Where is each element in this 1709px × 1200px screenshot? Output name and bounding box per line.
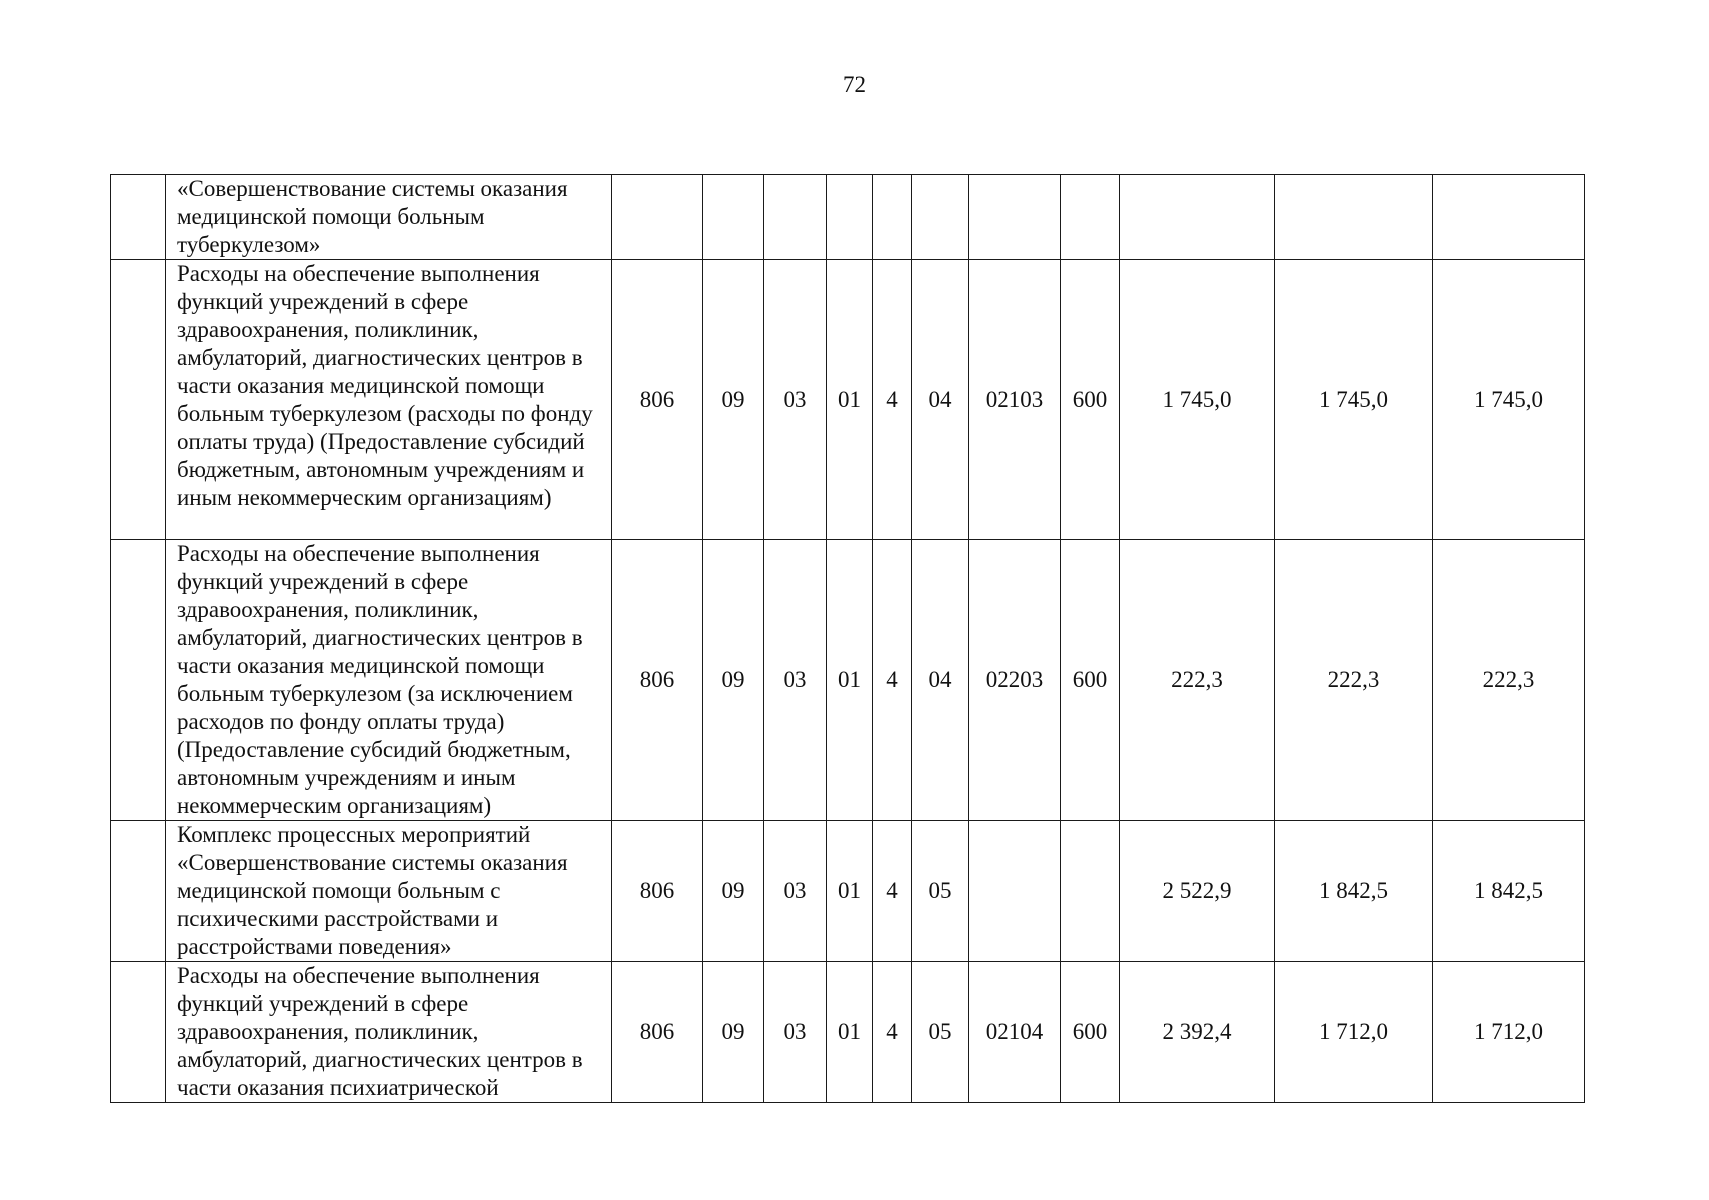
ministry-code-cell [612,175,703,260]
amount-year-2-cell: 222,3 [1275,540,1433,821]
table-row [111,175,1585,260]
expense-type-code-cell [1061,175,1120,260]
expense-type-code-cell [1061,821,1120,962]
subsection-code-cell: 03 [764,540,827,821]
program-type-code-cell: 4 [873,821,912,962]
section-code-cell: 09 [703,821,764,962]
amount-year-3-cell: 1 712,0 [1433,962,1585,1103]
program-code-cell: 01 [827,260,873,540]
program-type-code-cell: 4 [873,260,912,540]
expense-type-code-cell: 600 [1061,540,1120,821]
row-description: «Совершенствование системы оказания медицинской помощи больным туберкулезом» [166,175,612,260]
amount-year-1-cell: 2 522,9 [1120,821,1275,962]
direction-code-cell [969,175,1061,260]
subsection-code-cell: 03 [764,260,827,540]
page-number: 72 [843,72,866,97]
subprogram-code-cell: 04 [912,260,969,540]
row-number-cell [111,821,166,962]
subprogram-code-cell: 05 [912,962,969,1103]
section-code-cell [703,175,764,260]
amount-year-1-cell: 2 392,4 [1120,962,1275,1103]
amount-year-1-cell: 1 745,0 [1120,260,1275,540]
row-number-cell [111,962,166,1103]
ministry-code-cell: 806 [612,821,703,962]
row-description: Расходы на обеспечение выполнения функций учреждений в сфере здравоохранения, поликлиник, амбулаторий, диагностических центров в части оказания медицинской помощи больным туберкулезом (расходы по фонду оплаты труда) (Предоставление субсидий бюджетным, автономным учреждениям и иным некоммерческим организациям) [166,260,612,540]
subsection-code-cell: 03 [764,962,827,1103]
table-row [111,962,1585,1103]
direction-code-cell: 02203 [969,540,1061,821]
program-code-cell: 01 [827,962,873,1103]
table-row [111,821,1585,962]
amount-year-2-cell [1275,175,1433,260]
direction-code-cell: 02103 [969,260,1061,540]
amount-year-1-cell: 222,3 [1120,540,1275,821]
section-code-cell: 09 [703,540,764,821]
row-description: Расходы на обеспечение выполнения функций учреждений в сфере здравоохранения, поликлиник, амбулаторий, диагностических центров в части оказания медицинской помощи больным туберкулезом (за исключением расходов по фонду оплаты труда) (Предоставление субсидий бюджетным, автономным учреждениям и иным некоммерческим организациям) [166,540,612,821]
ministry-code-cell: 806 [612,260,703,540]
expense-type-code-cell: 600 [1061,962,1120,1103]
table-row [111,540,1585,821]
amount-year-3-cell: 1 745,0 [1433,260,1585,540]
amount-year-3-cell: 222,3 [1433,540,1585,821]
ministry-code-cell: 806 [612,962,703,1103]
subsection-code-cell [764,175,827,260]
program-type-code-cell [873,175,912,260]
row-description: Расходы на обеспечение выполнения функций учреждений в сфере здравоохранения, поликлиник, амбулаторий, диагностических центров в части оказания психиатрической [166,962,612,1103]
table-row [111,260,1585,540]
amount-year-3-cell: 1 842,5 [1433,821,1585,962]
section-code-cell: 09 [703,260,764,540]
amount-year-1-cell [1120,175,1275,260]
direction-code-cell [969,821,1061,962]
row-number-cell [111,260,166,540]
program-code-cell: 01 [827,821,873,962]
program-type-code-cell: 4 [873,962,912,1103]
section-code-cell: 09 [703,962,764,1103]
amount-year-3-cell [1433,175,1585,260]
subprogram-code-cell: 05 [912,821,969,962]
amount-year-2-cell: 1 712,0 [1275,962,1433,1103]
row-number-cell [111,175,166,260]
ministry-code-cell: 806 [612,540,703,821]
amount-year-2-cell: 1 745,0 [1275,260,1433,540]
program-code-cell [827,175,873,260]
program-code-cell: 01 [827,540,873,821]
row-number-cell [111,540,166,821]
amount-year-2-cell: 1 842,5 [1275,821,1433,962]
direction-code-cell: 02104 [969,962,1061,1103]
subprogram-code-cell: 04 [912,540,969,821]
budget-table [110,174,1585,1103]
row-description: Комплекс процессных мероприятий «Совершенствование системы оказания медицинской помощи больным с психическими расстройствами и расстройствами поведения» [166,821,612,962]
budget-table-body [111,175,1585,1103]
program-type-code-cell: 4 [873,540,912,821]
subsection-code-cell: 03 [764,821,827,962]
subprogram-code-cell [912,175,969,260]
expense-type-code-cell: 600 [1061,260,1120,540]
